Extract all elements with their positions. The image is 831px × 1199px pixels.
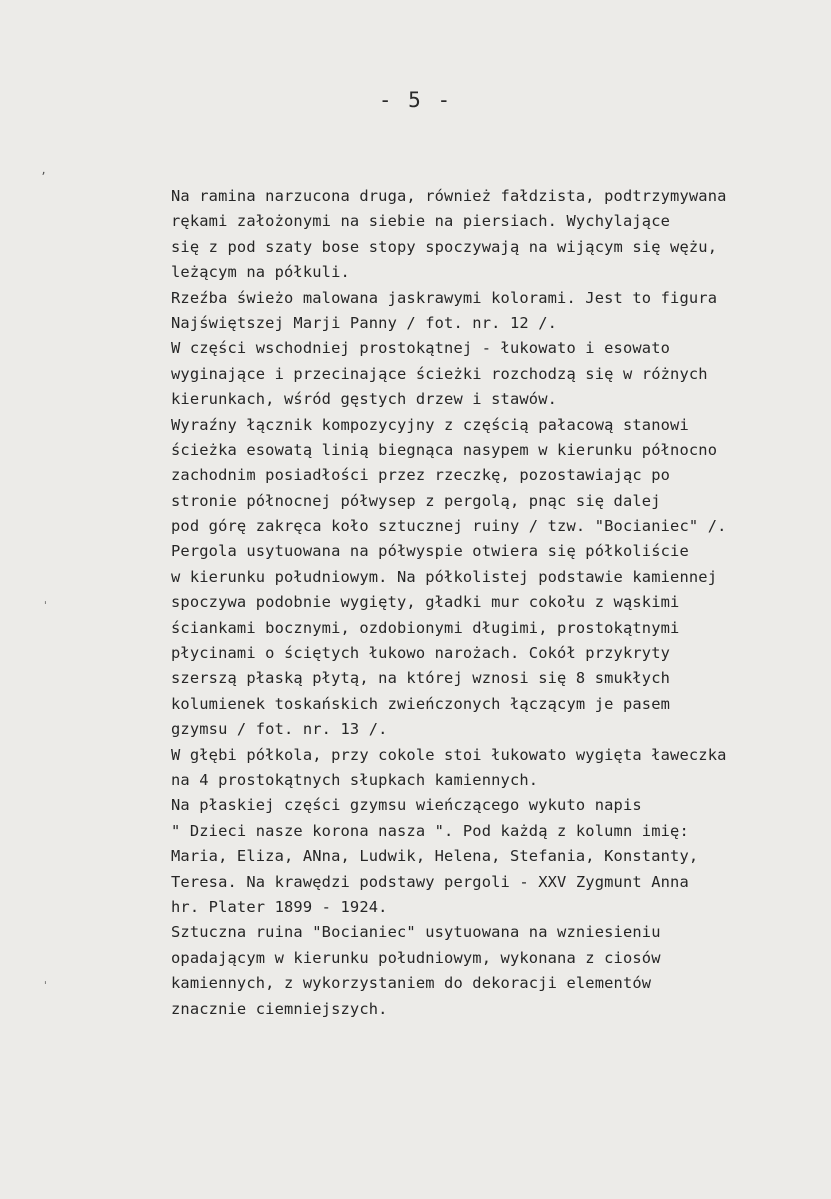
text-line: opadającym w kierunku południowym, wykonana z ciosów — [171, 948, 661, 967]
text-line: kamiennych, z wykorzystaniem do dekoracji elementów — [171, 974, 652, 993]
text-line: W części wschodniej prostokątnej - łukowato i esowato — [171, 339, 671, 358]
text-line: Rzeźba świeżo malowana jaskrawymi kolorami. Jest to figura — [171, 288, 718, 307]
text-line: spoczywa podobnie wygięty, gładki mur cokołu z wąskimi — [171, 593, 680, 612]
text-line: znacznie ciemniejszych. — [171, 999, 388, 1018]
text-line: w kierunku południowym. Na półkolistej podstawie kamiennej — [171, 567, 718, 586]
text-line: Na płaskiej części gzymsu wieńczącego wykuto napis — [171, 796, 642, 815]
text-line: " Dzieci nasze korona nasza ". Pod każdą z kolumn imię: — [171, 821, 689, 840]
text-line: ścieżka esowatą linią biegnąca nasypem w kierunku północno — [171, 440, 718, 459]
text-line: gzymsu / fot. nr. 13 /. — [171, 720, 388, 739]
text-line: leżącym na półkuli. — [171, 263, 350, 282]
text-line: rękami założonymi na siebie na piersiach. Wychylające — [171, 212, 671, 231]
page-number: - 5 - — [378, 88, 453, 112]
text-line: zachodnim posiadłości przez rzeczkę, pozostawiając po — [171, 466, 671, 485]
text-line: na 4 prostokątnych słupkach kamiennych. — [171, 770, 539, 789]
text-line: hr. Plater 1899 - 1924. — [171, 897, 388, 916]
text-line: W głębi półkola, przy cokole stoi łukowato wygięta ławeczka — [171, 745, 727, 764]
text-line: Sztuczna ruina "Bocianiec" usytuowana na wzniesieniu — [171, 923, 661, 942]
text-line: Najświętszej Marji Panny / fot. nr. 12 /. — [171, 313, 558, 332]
text-line: Na ramina narzucona druga, również fałdzista, podtrzymywana — [171, 187, 727, 205]
text-line: pod górę zakręca koło sztucznej ruiny / tzw. "Bocianiec" /. — [171, 517, 727, 536]
text-line: Wyraźny łącznik kompozycyjny z częścią pałacową stanowi — [171, 415, 689, 434]
text-line: Pergola usytuowana na półwyspie otwiera się półkoliście — [171, 542, 689, 561]
margin-mark-bottom: ˈ — [42, 979, 49, 992]
margin-mark-top: ʼ — [40, 170, 47, 183]
text-line: się z pod szaty bose stopy spoczywają na wijącym się wężu, — [171, 237, 718, 256]
body-text — [171, 184, 811, 1022]
text-line: ściankami bocznymi, ozdobionymi długimi, prostokątnymi — [171, 618, 680, 637]
text-line: kierunkach, wśród gęstych drzew i stawów. — [171, 390, 558, 409]
text-line: stronie północnej półwysep z pergolą, pnąc się dalej — [171, 491, 661, 510]
text-line: kolumienek toskańskich zwieńczonych łączącym je pasem — [171, 694, 671, 713]
text-line: płycinami o ściętych łukowo narożach. Cokół przykryty — [171, 644, 671, 663]
text-line: wyginające i przecinające ścieżki rozchodzą się w różnych — [171, 364, 708, 383]
margin-mark-middle: ˈ — [42, 599, 49, 612]
text-line: Maria, Eliza, ANna, Ludwik, Helena, Stefania, Konstanty, — [171, 847, 699, 866]
text-line: Teresa. Na krawędzi podstawy pergoli - XXV Zygmunt Anna — [171, 872, 689, 891]
text-line: szerszą płaską płytą, na której wznosi się 8 smukłych — [171, 669, 671, 688]
